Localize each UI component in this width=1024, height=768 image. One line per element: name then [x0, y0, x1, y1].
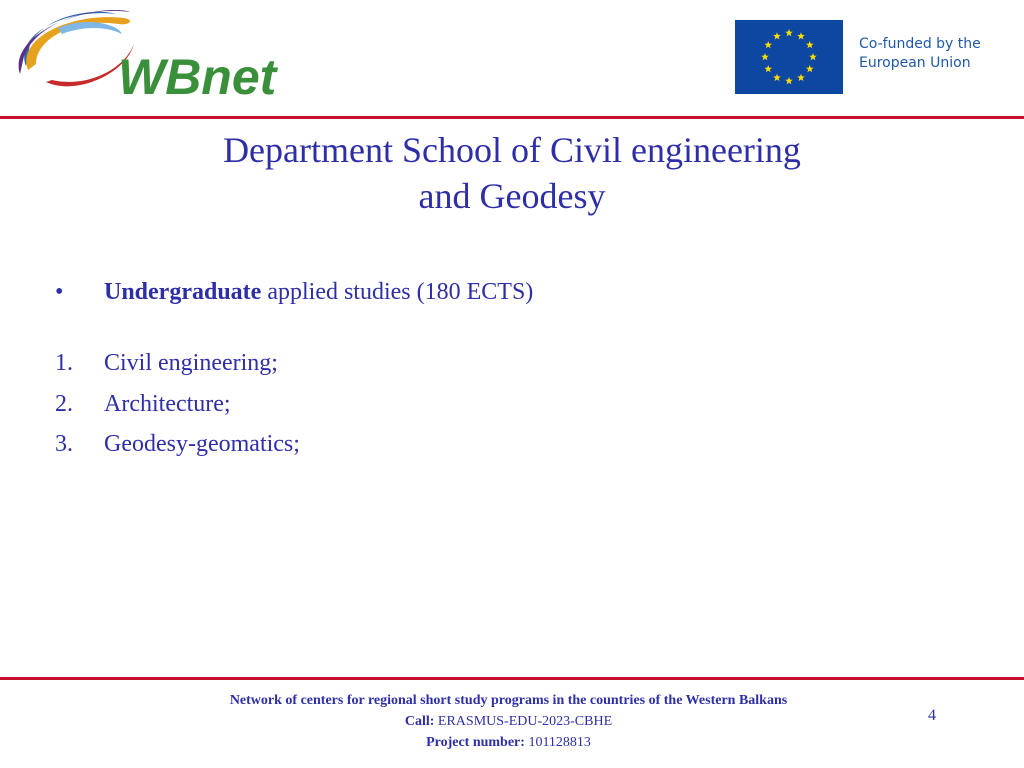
list-item-number: 1.: [55, 350, 73, 376]
bullet-strong: Undergraduate: [104, 279, 262, 305]
eu-cofunded-badge: [735, 20, 1005, 94]
footer-call-value: ERASMUS-EDU-2023-CBHE: [434, 714, 613, 729]
footer: [0, 690, 1017, 753]
page-title-line1: Department School of Civil engineering: [223, 130, 801, 170]
bullet-rest: applied studies (180 ECTS): [261, 279, 534, 305]
footer-network-line: [0, 690, 1017, 711]
bullet-text: [104, 279, 533, 306]
wbnet-logo-text: WBnet: [118, 49, 277, 100]
footer-project-line: [0, 732, 1017, 753]
footer-call-label: Call:: [404, 714, 435, 729]
bottom-divider: [0, 677, 1024, 680]
eu-text-line1: Co-funded by the: [859, 36, 981, 52]
footer-network-text: Network of centers for regional short study programs in the countries of the Western Balkans: [229, 693, 788, 708]
page-title: [0, 127, 1024, 219]
wbnet-logo: [6, 4, 278, 100]
eu-text-line2: European Union: [859, 55, 971, 71]
list-item-label: Geodesy-geomatics;: [104, 431, 300, 457]
list-item-number: 2.: [55, 390, 73, 417]
bullet-marker: •: [55, 279, 64, 305]
page-number: 4: [928, 707, 936, 724]
footer-project-label: Project number:: [426, 735, 525, 750]
list-item-label: Civil engineering;: [104, 350, 278, 376]
page-title-line2: and Geodesy: [418, 176, 606, 216]
eu-text: [859, 35, 981, 73]
top-divider: [0, 116, 1024, 119]
list-item-label: Architecture;: [104, 390, 231, 417]
footer-project-value: 101128813: [524, 735, 591, 750]
footer-call-line: [0, 711, 1017, 732]
eu-flag-icon: [735, 20, 843, 94]
list-item-number: 3.: [55, 431, 73, 457]
